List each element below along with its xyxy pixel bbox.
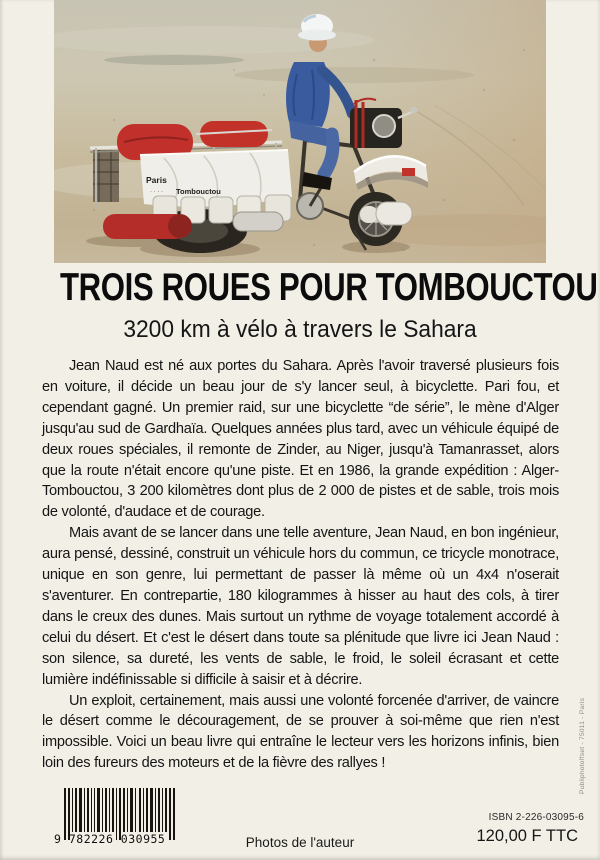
isbn: ISBN 2-226-03095-6 xyxy=(488,812,584,823)
printer-credit: Publiphotoffset - 75011 - Paris xyxy=(579,697,586,794)
desert-tricycle-photo xyxy=(54,0,546,263)
book-title: TROIS ROUES POUR TOMBOUCTOU xyxy=(60,266,598,309)
price: 120,00 F TTC xyxy=(476,827,578,845)
headlight xyxy=(373,115,395,137)
vehicle-sign-from: Paris xyxy=(146,175,167,185)
vehicle-sign-arrows: · · · · xyxy=(150,189,163,195)
barcode-digits: 9 782226 030955 xyxy=(54,832,166,846)
book-subtitle: 3200 km à vélo à travers le Sahara xyxy=(123,316,477,343)
synopsis-paragraph-3: Un exploit, certainement, mais aussi une volonté forcenée d'arriver, de vaincre le désert comme le découragement, de se prouver à soi-même que rien n'est impossible. Voici un beau livre qui entraîne le lecteur vers les horizons infinis, bien loin des fureurs des moteurs et de la fièvre des rallyes ! xyxy=(42,692,559,772)
synopsis-paragraph-2: Mais avant de se lancer dans une telle aventure, Jean Naud, en bon ingénieur, aura pensé, dessiné, construit un véhicule hors du commun, ce tricycle monotrace, unique en son genre, lui permettant de passer là même où un 4x4 n'oserait s'aventurer. En contrepartie, 180 kilogrammes à hisser au haut des cols, à tirer dans le creux des dunes. Mais surtout un rythme de voyage totalement accordé à celui du désert. Et c'est le désert dans toute sa plénitude que livre ici Jean Naud : son silence, sa dureté, les vents de sable, le froid, le soleil écrasant et cette lumière indéfinissable si difficile à saisir et à décrire. xyxy=(42,525,559,688)
muffler xyxy=(233,212,283,231)
synopsis-paragraph-1: Jean Naud est né aux portes du Sahara. Après l'avoir traversé plusieurs fois en voiture, il décide un beau jour de s'y lancer seul, à bicyclette. Pari fou, et cependant gagné. Un premier raid, sur une bicyclette “de série”, le mène d'Alger jusqu'au sud de Gardhaïa. Quelques années plus tard, avec un véhicule équipé de deux roues spéciales, il remonte de Zinder, au Niger, jusqu'à Tamanrasset, alors que la route n'était encore qu'une piste. Et en 1986, la grande expédition : Alger-Tombouctou, 3 200 kilomètres dont plus de 2 000 de pistes et de sable, trois mois de volonté, d'audace et de courage. xyxy=(42,358,559,521)
cover-photo xyxy=(54,0,546,263)
vehicle-sign-to: Tombouctou xyxy=(176,187,221,196)
front-tank-small xyxy=(360,206,378,223)
front-tank xyxy=(376,202,412,225)
synopsis xyxy=(42,356,559,774)
photos-credit: Photos de l'auteur xyxy=(245,835,355,850)
fender-decal xyxy=(402,168,415,176)
